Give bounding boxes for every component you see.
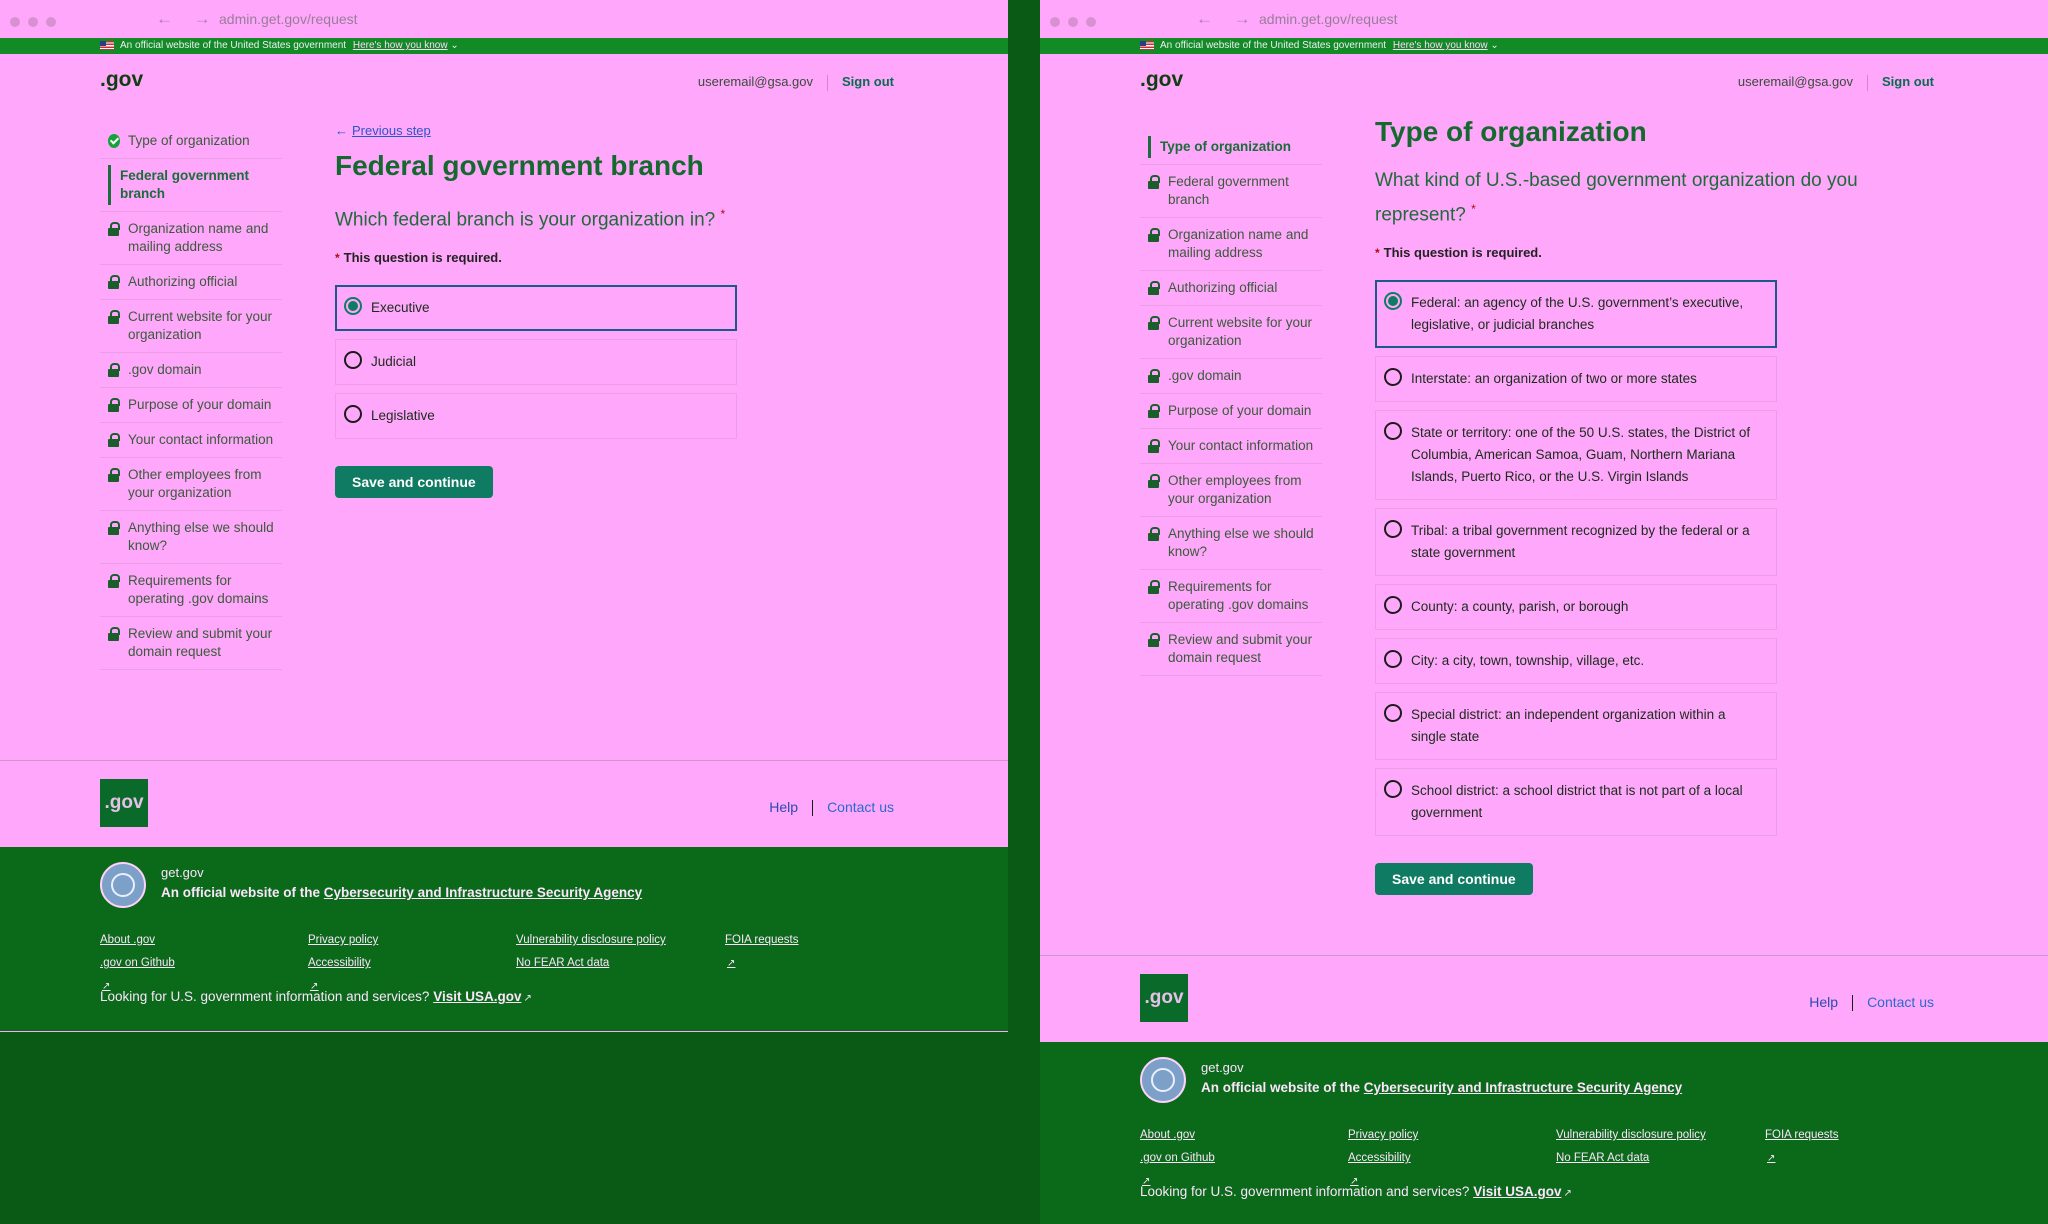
- radio-option[interactable]: [1375, 356, 1777, 402]
- sidebar-item-label: Review and submit your domain request: [1168, 632, 1313, 665]
- official-prefix: An official website of the: [161, 885, 321, 900]
- about-gov-link[interactable]: About .gov: [1140, 1129, 1195, 1141]
- privacy-policy-link[interactable]: Privacy policy: [308, 934, 379, 946]
- radio-option[interactable]: [1375, 280, 1777, 348]
- browser-window-right: [1040, 0, 2048, 1224]
- sidebar-item: [1140, 570, 1322, 623]
- radio-option[interactable]: [335, 285, 737, 331]
- sidebar-item: [1140, 429, 1322, 464]
- accessibility-label: Accessibility: [308, 957, 371, 969]
- radio-empty-icon[interactable]: [1384, 780, 1402, 798]
- radio-empty-icon[interactable]: [1384, 520, 1402, 538]
- main-content: [335, 122, 955, 498]
- question-label: [335, 200, 955, 234]
- radio-empty-icon[interactable]: [1384, 596, 1402, 614]
- sidebar-item-label: Requirements for operating .gov domains: [1168, 579, 1309, 612]
- sidebar-item: [100, 511, 282, 564]
- lock-icon: [108, 521, 120, 535]
- radio-empty-icon[interactable]: [344, 351, 362, 369]
- external-link-icon: ↗: [1350, 1176, 1359, 1187]
- radio-option[interactable]: [1375, 692, 1777, 760]
- help-link[interactable]: Help: [1809, 994, 1839, 1010]
- gov-on-github-label: .gov on Github: [100, 957, 175, 969]
- sidebar-item: [1140, 306, 1322, 359]
- radio-option[interactable]: [1375, 508, 1777, 576]
- sidebar-item-label: Requirements for operating .gov domains: [128, 573, 269, 606]
- us-flag-icon: [1140, 41, 1154, 50]
- sign-out-link[interactable]: Sign out: [842, 74, 894, 89]
- question-label: [1375, 166, 1935, 229]
- sidebar-item: [1140, 271, 1322, 306]
- sidebar-item-label: Type of organization: [1160, 139, 1291, 154]
- banner-text: An official website of the United States government: [1160, 40, 1387, 51]
- lock-icon: [1148, 527, 1160, 541]
- sidebar-item: [100, 617, 282, 670]
- arrow-left-icon: ←: [335, 123, 348, 138]
- sidebar-item-label: Federal government branch: [1168, 174, 1289, 207]
- external-link-icon: ↗: [1767, 1153, 1776, 1164]
- lock-icon: [108, 310, 120, 324]
- previous-step-link[interactable]: [335, 123, 431, 138]
- lock-icon: [108, 574, 120, 588]
- privacy-policy-link[interactable]: Privacy policy: [1348, 1129, 1419, 1141]
- check-icon: [108, 134, 120, 148]
- lock-icon: [1148, 369, 1160, 383]
- radio-group: [1375, 280, 1777, 836]
- external-link-icon: ↗: [727, 958, 736, 969]
- external-link-icon: ↗: [1563, 1188, 1572, 1199]
- sidebar-item: [1140, 394, 1322, 429]
- chevron-down-icon[interactable]: ⌄: [1487, 40, 1499, 51]
- usa-gov-text: Looking for U.S. government information and services?: [100, 989, 430, 1004]
- sidebar-item: [100, 564, 282, 617]
- sidebar-item-label: Purpose of your domain: [1168, 403, 1312, 418]
- radio-option[interactable]: [335, 393, 737, 439]
- sidebar-item[interactable]: [100, 159, 282, 212]
- vulnerability-disclosure-link[interactable]: Vulnerability disclosure policy: [1556, 1129, 1706, 1141]
- radio-option[interactable]: [1375, 410, 1777, 500]
- sidebar-item-label: Current website for your organization: [1168, 315, 1313, 348]
- radio-empty-icon[interactable]: [344, 405, 362, 423]
- required-marker: *: [1471, 202, 1476, 216]
- heres-how-you-know-link[interactable]: Here's how you know: [352, 40, 448, 51]
- address-bar[interactable]: admin.get.gov/request: [219, 11, 358, 27]
- visit-usa-gov-label: Visit USA.gov: [433, 989, 522, 1004]
- radio-option[interactable]: [1375, 638, 1777, 684]
- nav-arrows-icon[interactable]: ← →: [1196, 9, 1259, 28]
- footer-site-name: get.gov: [1201, 1060, 1244, 1075]
- usa-gov-line: [1140, 1184, 1572, 1199]
- page-title: Federal government branch: [335, 150, 704, 181]
- radio-option-label: Judicial: [371, 354, 417, 370]
- cisa-seal-icon: [1140, 1057, 1186, 1103]
- browser-toolbar: [0, 0, 1008, 38]
- required-note-text: This question is required.: [343, 250, 502, 266]
- site-logo[interactable]: .gov: [100, 68, 144, 91]
- lock-icon: [108, 275, 120, 289]
- sidebar-item-label: .gov domain: [1168, 368, 1242, 383]
- heres-how-you-know-link[interactable]: Here's how you know: [1392, 40, 1488, 51]
- sidebar-item: [100, 458, 282, 511]
- radio-option-label: Executive: [371, 300, 430, 316]
- external-link-icon: ↗: [102, 981, 111, 992]
- sidebar-item-label: Other employees from your organization: [1168, 473, 1302, 506]
- footer-logo[interactable]: .gov: [1140, 974, 1188, 1022]
- lock-icon: [1148, 316, 1160, 330]
- foia-requests-label: FOIA requests: [1765, 1129, 1839, 1141]
- user-area: [1738, 74, 1934, 91]
- footer-help-links: [769, 799, 894, 816]
- sidebar-item-label: Organization name and mailing address: [1168, 227, 1309, 260]
- radio-empty-icon[interactable]: [1384, 704, 1402, 722]
- sidebar-item: [100, 388, 282, 423]
- visit-usa-gov-label: Visit USA.gov: [1473, 1184, 1562, 1199]
- lock-icon: [108, 363, 120, 377]
- sign-out-link[interactable]: Sign out: [1882, 74, 1934, 89]
- no-fear-act-link[interactable]: No FEAR Act data: [516, 957, 610, 969]
- question-text: What kind of U.S.-based government organization do you represent?: [1375, 170, 1858, 226]
- browser-window-left: [0, 0, 1008, 1032]
- sidebar-item: [1140, 165, 1322, 218]
- step-navigation: [100, 124, 282, 670]
- sidebar-item: [100, 212, 282, 265]
- main-content: [1375, 116, 1935, 895]
- radio-option-label: Interstate: an organization of two or more states: [1411, 371, 1697, 387]
- required-marker: *: [720, 207, 726, 221]
- footer-identifier: [0, 847, 1008, 1031]
- nav-arrows-icon[interactable]: ← →: [156, 9, 219, 28]
- external-link-icon: ↗: [523, 993, 532, 1004]
- site-logo[interactable]: .gov: [1140, 68, 1184, 91]
- lock-icon: [108, 398, 120, 412]
- radio-option-label: Legislative: [371, 408, 435, 424]
- banner-text: An official website of the United States government: [120, 40, 347, 51]
- sidebar-item: [1140, 359, 1322, 394]
- page-title: Type of organization: [1375, 116, 1647, 147]
- sidebar-item: [1140, 218, 1322, 271]
- sidebar-item: [100, 353, 282, 388]
- visit-usa-gov-link[interactable]: [433, 989, 521, 1004]
- lock-icon: [108, 222, 120, 236]
- radio-empty-icon[interactable]: [1384, 650, 1402, 668]
- sidebar-item[interactable]: [100, 124, 282, 159]
- radio-option[interactable]: [335, 339, 737, 385]
- user-email: useremail@gsa.gov: [697, 74, 813, 89]
- browser-toolbar: [1040, 0, 2048, 38]
- lock-icon: [1148, 633, 1160, 647]
- user-email: useremail@gsa.gov: [1737, 74, 1853, 89]
- sidebar-item[interactable]: [1140, 130, 1322, 165]
- lock-icon: [1148, 439, 1160, 453]
- sidebar-item: [1140, 464, 1322, 517]
- usa-gov-text: Looking for U.S. government information and services?: [1140, 1184, 1470, 1199]
- user-area: [698, 74, 894, 91]
- address-bar[interactable]: admin.get.gov/request: [1259, 11, 1398, 27]
- lock-icon: [1148, 228, 1160, 242]
- us-flag-icon: [100, 41, 114, 50]
- cisa-link[interactable]: Cybersecurity and Infrastructure Security Agency: [323, 885, 643, 900]
- vulnerability-disclosure-link[interactable]: Vulnerability disclosure policy: [516, 934, 666, 946]
- radio-option-label: Tribal: a tribal government recognized by the federal or a state government: [1411, 523, 1750, 561]
- contact-us-link[interactable]: Contact us: [1867, 994, 1934, 1010]
- step-navigation: [1140, 130, 1322, 676]
- gov-on-github-label: .gov on Github: [1140, 1152, 1215, 1164]
- sidebar-item-label: .gov domain: [128, 362, 202, 377]
- question-text: Which federal branch is your organization in?: [335, 209, 716, 231]
- footer-official: [161, 885, 642, 900]
- sidebar-item-label: Your contact information: [128, 432, 274, 447]
- cisa-seal-icon: [100, 862, 146, 908]
- sidebar-item-label: Your contact information: [1168, 438, 1314, 453]
- contact-us-link[interactable]: Contact us: [827, 799, 894, 815]
- footer-top: [1040, 955, 2048, 1042]
- sidebar-item: [1140, 623, 1322, 676]
- radio-option-label: State or territory: one of the 50 U.S. states, the District of Columbia, American Samoa, Guam, Northern Mariana Islands, Puerto Rico, or the U.S. Virgin Islands: [1411, 425, 1751, 485]
- required-note-text: This question is required.: [1383, 245, 1542, 261]
- lock-icon: [1148, 404, 1160, 418]
- lock-icon: [1148, 474, 1160, 488]
- save-and-continue-button[interactable]: Save and continue: [335, 466, 493, 498]
- usa-gov-line: [100, 989, 532, 1004]
- no-fear-act-link[interactable]: No FEAR Act data: [1556, 1152, 1650, 1164]
- window-controls[interactable]: [10, 14, 64, 32]
- site-header: [1040, 54, 2048, 106]
- lock-icon: [108, 433, 120, 447]
- gov-banner: [0, 38, 1008, 54]
- sidebar-item: [100, 265, 282, 300]
- radio-option[interactable]: [1375, 584, 1777, 630]
- sidebar-item-label: Federal government branch: [120, 168, 250, 201]
- sidebar-item-label: Current website for your organization: [128, 309, 273, 342]
- lock-icon: [1148, 580, 1160, 594]
- lock-icon: [1148, 281, 1160, 295]
- foia-requests-label: FOIA requests: [725, 934, 799, 946]
- required-note: * This question is required.: [335, 250, 502, 266]
- sidebar-item-label: Anything else we should know?: [1168, 526, 1314, 559]
- radio-option-label: County: a county, parish, or borough: [1411, 599, 1629, 615]
- external-link-icon: ↗: [310, 981, 319, 992]
- foia-requests-link[interactable]: [1765, 1124, 1839, 1170]
- footer-logo[interactable]: .gov: [100, 779, 148, 827]
- sidebar-item-label: Review and submit your domain request: [128, 626, 273, 659]
- about-gov-link[interactable]: About .gov: [100, 934, 155, 946]
- sidebar-item-label: Authorizing official: [128, 274, 238, 289]
- lock-icon: [1148, 175, 1160, 189]
- sidebar-item: [100, 423, 282, 458]
- window-controls[interactable]: [1050, 14, 1104, 32]
- radio-selected-icon[interactable]: [344, 297, 362, 315]
- previous-step-label: Previous step: [352, 123, 431, 138]
- sidebar-item-label: Other employees from your organization: [128, 467, 262, 500]
- required-note: * This question is required.: [1375, 245, 1542, 261]
- radio-option-label: City: a city, town, township, village, etc.: [1411, 653, 1645, 669]
- accessibility-label: Accessibility: [1348, 1152, 1411, 1164]
- save-and-continue-button[interactable]: Save and continue: [1375, 863, 1533, 895]
- sidebar-item: [1140, 517, 1322, 570]
- sidebar-item-label: Organization name and mailing address: [128, 221, 269, 254]
- cisa-link[interactable]: Cybersecurity and Infrastructure Security Agency: [1363, 1080, 1683, 1095]
- radio-option-label: Federal: an agency of the U.S. government’s executive, legislative, or judicial branches: [1411, 295, 1744, 333]
- radio-group: [335, 285, 737, 439]
- footer-top: [0, 760, 1008, 847]
- footer-official: [1201, 1080, 1682, 1095]
- sidebar-item-label: Anything else we should know?: [128, 520, 274, 553]
- external-link-icon: ↗: [1142, 1176, 1151, 1187]
- radio-empty-icon[interactable]: [1384, 368, 1402, 386]
- footer-help-links: [1809, 994, 1934, 1011]
- radio-empty-icon[interactable]: [1384, 422, 1402, 440]
- footer-site-name: get.gov: [161, 865, 204, 880]
- lock-icon: [108, 627, 120, 641]
- sidebar-item-label: Purpose of your domain: [128, 397, 272, 412]
- foia-requests-link[interactable]: [725, 929, 799, 975]
- radio-option[interactable]: [1375, 768, 1777, 836]
- sidebar-item-label: Authorizing official: [1168, 280, 1278, 295]
- official-prefix: An official website of the: [1201, 1080, 1361, 1095]
- gov-banner: [1040, 38, 2048, 54]
- help-link[interactable]: Help: [769, 799, 799, 815]
- lock-icon: [108, 468, 120, 482]
- sidebar-item-label: Type of organization: [128, 133, 250, 148]
- footer-identifier: [1040, 1042, 2048, 1224]
- radio-selected-icon[interactable]: [1384, 292, 1402, 310]
- sidebar-item: [100, 300, 282, 353]
- radio-option-label: Special district: an independent organization within a single state: [1411, 707, 1726, 745]
- visit-usa-gov-link[interactable]: [1473, 1184, 1561, 1199]
- site-header: [0, 54, 1008, 106]
- radio-option-label: School district: a school district that is not part of a local government: [1411, 783, 1743, 821]
- chevron-down-icon[interactable]: ⌄: [447, 40, 459, 51]
